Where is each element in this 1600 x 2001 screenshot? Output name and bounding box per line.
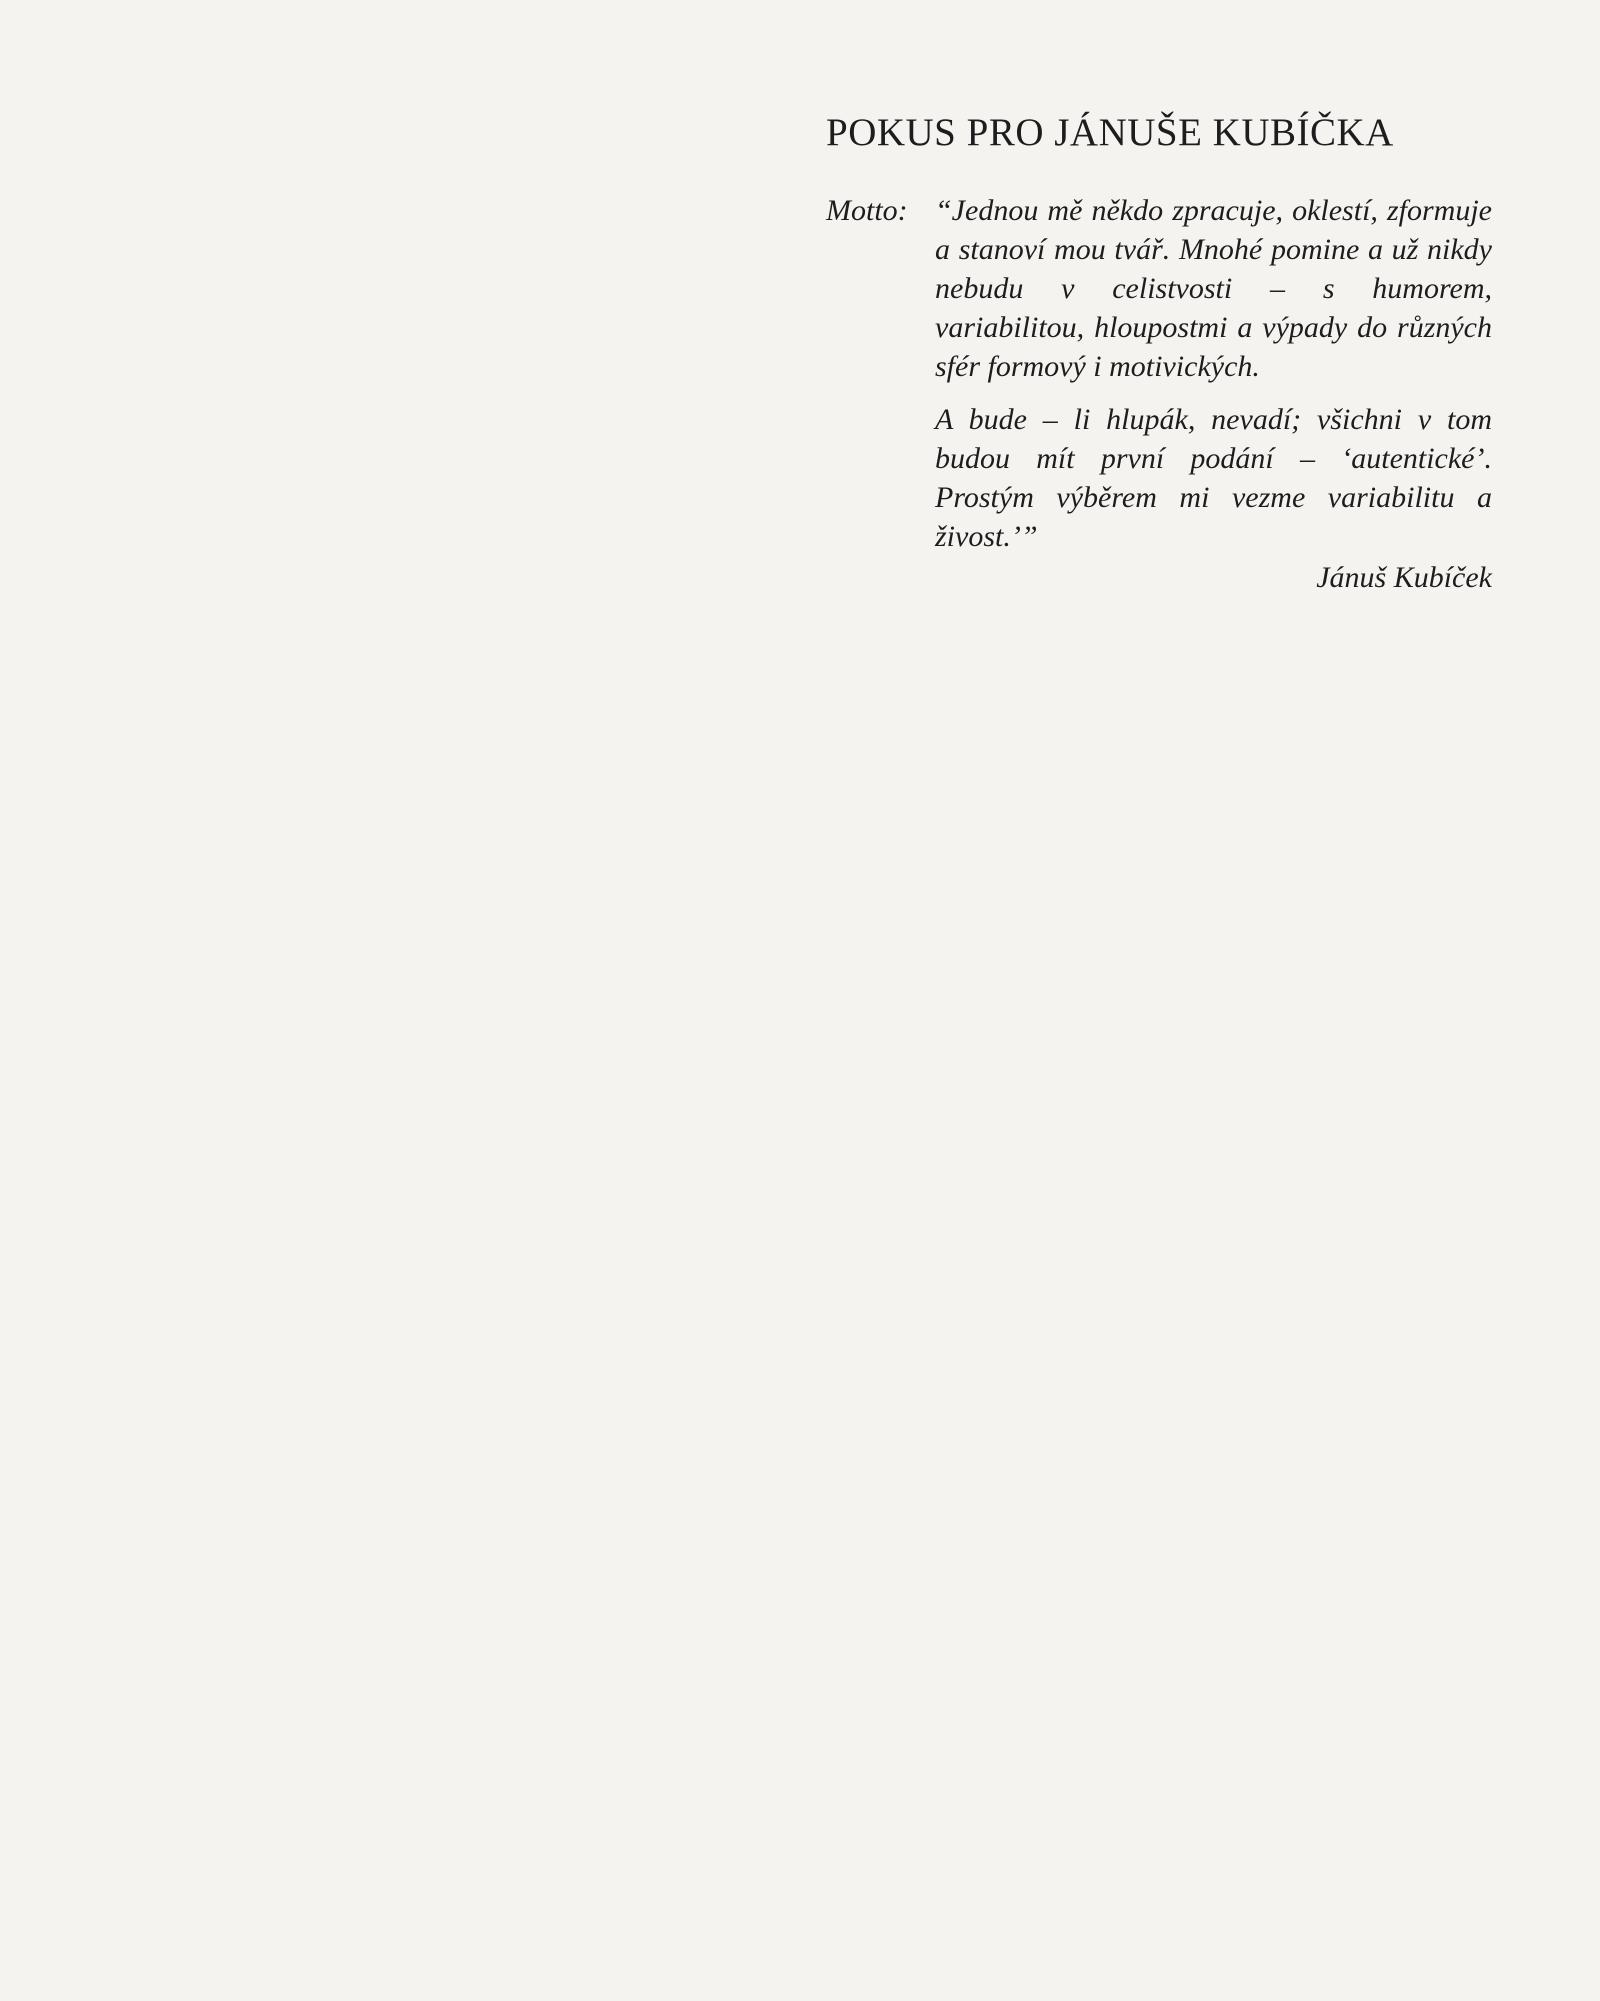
motto-paragraph: A bude – li hlupák, nevadí; všichni v tom budou mít první podání – ‘autentické’. Prostým výběrem mi vezme variabilitu a živost.’” xyxy=(935,402,1492,553)
page-title: POKUS PRO JÁNUŠE KUBÍČKA xyxy=(826,111,1394,154)
motto-paragraph: “Jednou mě někdo zpracuje, oklestí, zformuje a stanoví mou tvář. Mnohé pomine a už nikdy nebudu v celistvosti – s humorem, variabilitou, hloupostmi a výpady do různých sfér formový i motivických. xyxy=(935,193,1492,383)
article-column xyxy=(826,112,1492,597)
motto-label: Motto: xyxy=(826,193,908,227)
motto-attribution: Jánuš Kubíček xyxy=(1316,560,1492,594)
motto-body xyxy=(935,191,1492,597)
motto-block xyxy=(826,191,1492,597)
